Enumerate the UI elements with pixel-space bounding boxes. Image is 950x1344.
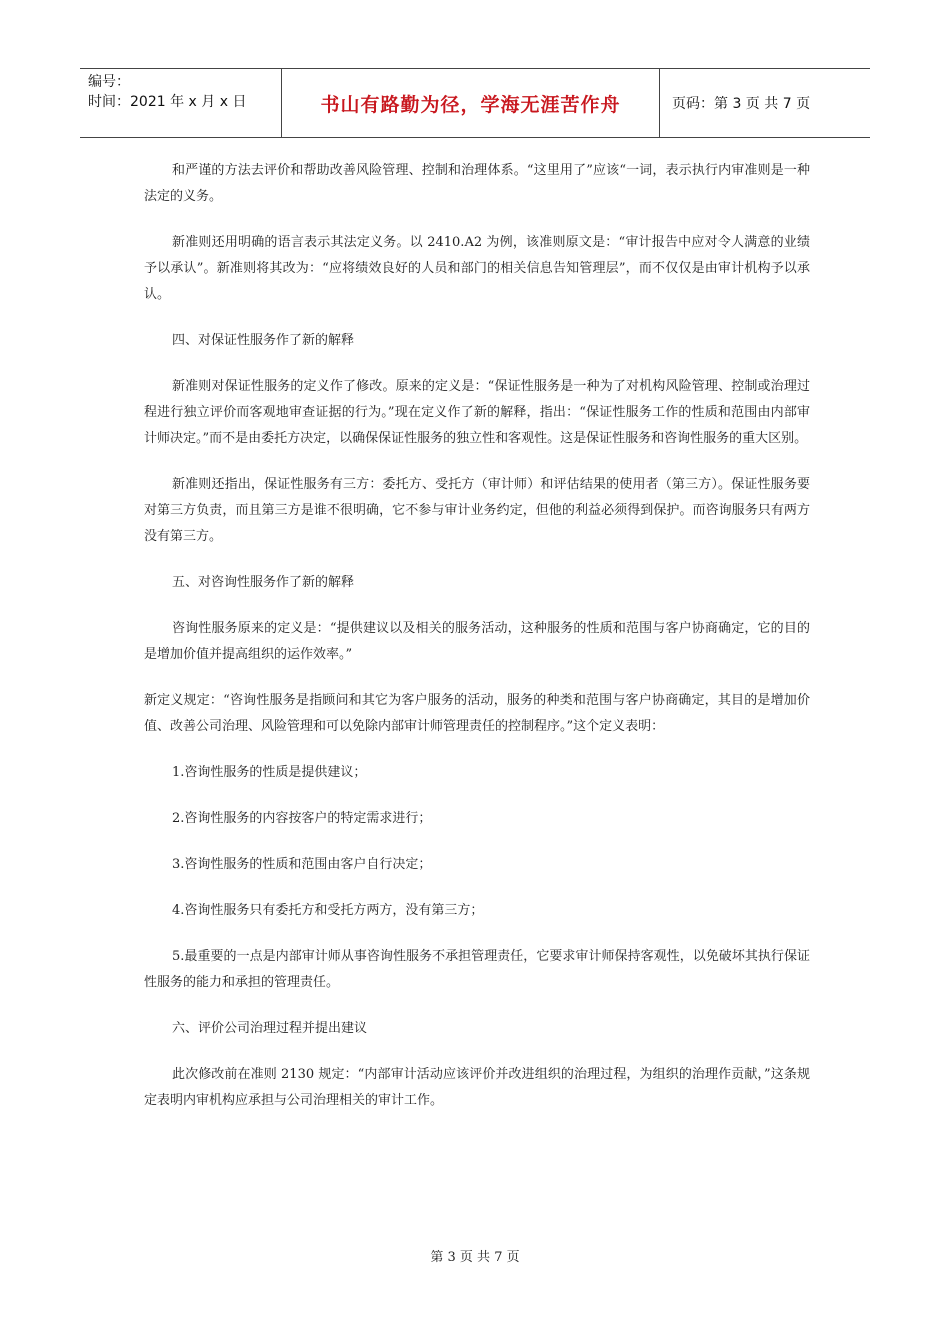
paragraph: 新准则还用明确的语言表示其法定义务。以 2410.A2 为例，该准则原文是：“审计报告中应对令人满意的业绩予以承认”。新准则将其改为：“应将绩效良好的人员和部门的相关信息告知管理层”，而不仅仅是由审计机构予以承认。 [144, 235, 810, 302]
paragraph: 新准则对保证性服务的定义作了修改。原来的定义是：“保证性服务是一种为了对机构风险管理、控制或治理过程进行独立评价而客观地审查证据的行为。”现在定义作了新的解释，指出：“保证性服务工作的性质和范围由内部审计师决定。”而不是由委托方决定，以确保保证性服务的独立性和客观性。这是保证性服务和咨询性服务的重大区别。 [144, 379, 810, 446]
document-body [144, 158, 810, 1134]
paragraph: 新定义规定：“咨询性服务是指顾问和其它为客户服务的活动，服务的种类和范围与客户协商确定，其目的是增加价值、改善公司治理、风险管理和可以免除内部审计师管理责任的控制程序。”这个定义表明： [144, 693, 810, 734]
paragraph: 和严谨的方法去评价和帮助改善风险管理、控制和治理体系。“这里用了”应该“一词，表示执行内审准则是一种法定的义务。 [144, 163, 810, 204]
header-motto: 书山有路勤为径，学海无涯苦作舟 [282, 69, 660, 137]
list-item: 2.咨询性服务的内容按客户的特定需求进行； [172, 811, 432, 826]
section-heading: 六、评价公司治理过程并提出建议 [172, 1021, 368, 1036]
paragraph: 咨询性服务原来的定义是：“提供建议以及相关的服务活动，这种服务的性质和范围与客户协商确定，它的目的是增加价值并提高组织的运作效率。” [144, 621, 810, 662]
page-header [80, 68, 870, 138]
section-heading: 四、对保证性服务作了新的解释 [172, 333, 355, 348]
list-item: 1.咨询性服务的性质是提供建议； [172, 765, 367, 780]
list-item: 5.最重要的一点是内部审计师从事咨询性服务不承担管理责任，它要求审计师保持客观性，以免破坏其执行保证性服务的能力和承担的管理责任。 [144, 949, 810, 990]
document-date: 时间：2021 年 x 月 x 日 [88, 94, 247, 110]
page-footer: 第 3 页 共 7 页 [430, 1250, 520, 1265]
section-heading: 五、对咨询性服务作了新的解释 [172, 575, 355, 590]
paragraph: 新准则还指出，保证性服务有三方：委托方、受托方（审计师）和评估结果的使用者（第三方）。保证性服务要对第三方负责，而且第三方是谁不很明确，它不参与审计业务约定，但他的利益必须得到保护。而咨询服务只有两方没有第三方。 [144, 477, 810, 544]
header-meta [80, 69, 282, 137]
header-page-info: 页码：第 3 页 共 7 页 [672, 96, 811, 112]
list-item: 3.咨询性服务的性质和范围由客户自行决定； [172, 857, 432, 872]
document-number-label: 编号： [88, 74, 130, 90]
paragraph: 此次修改前在准则 2130 规定：“内部审计活动应该评价并改进组织的治理过程，为组织的治理作贡献，”这条规定表明内审机构应承担与公司治理相关的审计工作。 [144, 1067, 810, 1108]
list-item: 4.咨询性服务只有委托方和受托方两方，没有第三方； [172, 903, 484, 918]
